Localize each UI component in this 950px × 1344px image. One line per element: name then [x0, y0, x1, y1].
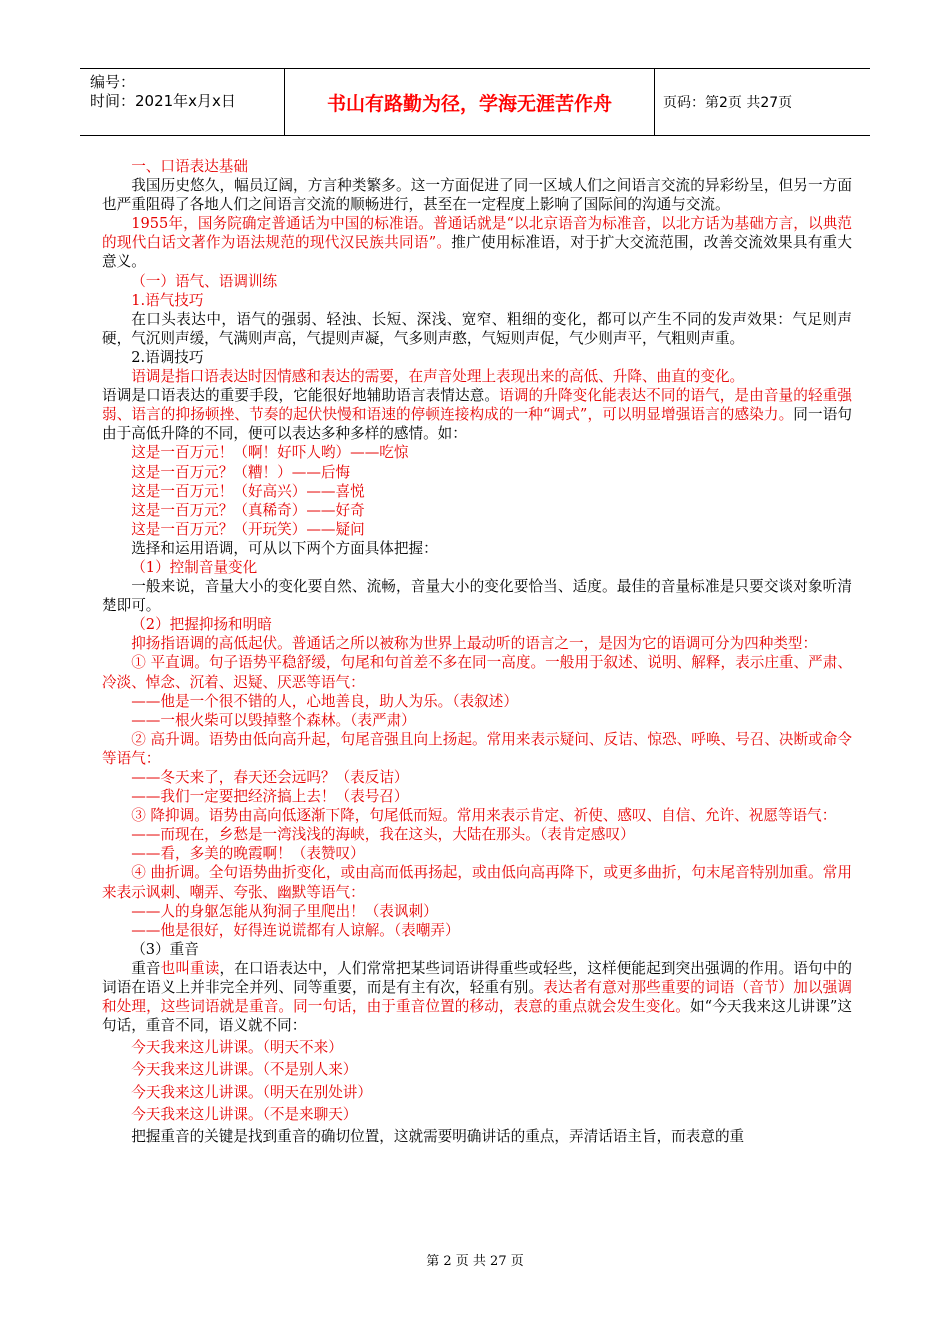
subsection-heading: （一）语气、语调训练 [131, 272, 278, 290]
stress-example: 今天我来这儿讲课。（不是别人来） [131, 1061, 358, 1079]
paragraph: 选择和运用语调，可从以下两个方面具体把握： [131, 539, 438, 557]
paragraph: 抑扬指语调的高低起伏。普通话之所以被称为世界上最动听的语言之一，是因为它的语调可分为四种类型： [131, 635, 818, 653]
example-line: 这是一百万元？（开玩笑）——疑问 [131, 520, 365, 538]
subsection-heading: 2.语调技巧 [131, 348, 204, 366]
section-heading: 一、口语表达基础 [131, 158, 248, 175]
highlight-text: 也叫重读 [160, 959, 220, 977]
header-page-label: 页码：第2页 共27页 [663, 95, 793, 111]
subsection-heading: （2）把握抑扬和明暗 [131, 616, 272, 634]
paragraph [102, 367, 852, 386]
example-line: ——我们一定要把经济搞上去！（表号召） [131, 788, 409, 806]
subsection-heading: （1）控制音量变化 [131, 558, 258, 576]
example-line: ——看，多美的晚霞啊！（表赞叹） [131, 845, 365, 863]
tone-type: ① 平直调。句子语势平稳舒缓，句尾和句首差不多在同一高度。一般用于叙述、说明、解释，表示庄重、严肃、冷淡、悼念、沉着、迟疑、厌恶等语气： [102, 654, 852, 691]
highlight-text: 表达者有意对那些重要的词语（音节）加以强调和处理，这些词语就是重音。同一句话，由于重音位置的移动，表意的重点就会发生变化。 [102, 979, 852, 1016]
paragraph-text: 如“今天我来这儿讲课”这句话，重音不同，语义就不同： [102, 998, 852, 1035]
tone-type: ② 高升调。语势由低向高升起，句尾音强且向上扬起。常用来表示疑问、反诘、惊恐、呼唤、号召、决断或命令等语气： [102, 730, 852, 767]
example-line: 这是一百万元！（好高兴）——喜悦 [131, 482, 365, 500]
document-body [102, 157, 852, 1146]
header-info-cell [80, 69, 285, 135]
paragraph-text: 推广使用标准语，对于扩大交流范围，改善交流效果具有重大意义。 [102, 234, 852, 271]
header-motto: 书山有路勤为径，学海无涯苦作舟 [285, 69, 655, 135]
example-line: ——他是很好，好得连说谎都有人谅解。（表嘲弄） [131, 921, 460, 939]
paragraph: 在口头表达中，语气的强弱、轻浊、长短、深浅、宽窄、粗细的变化，都可以产生不同的发声效果：气足则声硬，气沉则声缓，气满则声高，气提则声凝，气多则声憨，气短则声促，气少则声平，气粗则声重。 [102, 310, 852, 347]
highlight-text: 1955年，国务院确定普通话为中国的标准语。普通话就是“以北京语音为标准音，以北方话为基础方言，以典范的现代白话文著作为语法规范的现代汉民族共同语”。 [102, 215, 852, 252]
paragraph: 把握重音的关键是找到重音的确切位置，这就需要明确讲话的重点，弄清话语主旨，而表意的重 [131, 1127, 745, 1145]
paragraph-text: 语调是口语表达的重要手段，它能很好地辅助语言表情达意。 [102, 387, 500, 405]
example-line: ——一根火柴可以毁掉整个森林。（表严肃） [131, 711, 416, 729]
highlight-text: 语调的升降变化能表达不同的语气，是由音量的轻重强弱、语言的抑扬顿挫、节奏的起伏快慢和语速的停顿连接构成的一种“调式”，可以明显增强语言的感染力。 [102, 387, 852, 424]
stress-example: 今天我来这儿讲课。（明天在别处讲） [131, 1083, 372, 1101]
subsection-heading: （3）重音 [131, 940, 199, 958]
stress-example: 今天我来这儿讲课。（不是来聊天） [131, 1105, 358, 1123]
example-line: 这是一百万元？（糟！）——后悔 [131, 463, 351, 481]
paragraph [102, 386, 852, 443]
example-line: ——人的身躯怎能从狗洞子里爬出！（表讽刺） [131, 902, 438, 920]
paragraph [102, 959, 852, 1035]
footer-page-number: 第 2 页 共 27 页 [426, 1254, 524, 1269]
paragraph-text: 重音 [131, 959, 161, 977]
tone-type: ③ 降抑调。语势由高向低逐渐下降，句尾低而短。常用来表示肯定、祈使、感叹、自信、允许、祝愿等语气： [131, 807, 837, 825]
example-line: 这是一百万元！（啊！好吓人哟）——吃惊 [131, 444, 409, 462]
paragraph: 我国历史悠久，幅员辽阔，方言种类繁多。这一方面促进了同一区域人们之间语言交流的异彩纷呈，但另一方面也严重阻碍了各地人们之间语言交流的顺畅进行，甚至在一定程度上影响了国际间的沟通与交流。 [102, 177, 852, 214]
page-header [80, 68, 870, 136]
subsection-heading: 1.语气技巧 [131, 291, 204, 309]
example-line: ——他是一个很不错的人，心地善良，助人为乐。（表叙述） [131, 692, 518, 710]
date-label: 时间：2021年x月x日 [90, 92, 236, 110]
paragraph-text: 同一语句由于高低升降的不同，便可以表达多种多样的感情。如： [102, 406, 852, 443]
paragraph [102, 214, 852, 271]
example-line: ——冬天来了，春天还会远吗？（表反诘） [131, 769, 409, 786]
highlight-text: 语调是指口语表达时因情感和表达的需要，在声音处理上表现出来的高低、升降、曲直的变化。 [131, 368, 745, 386]
example-line: ——而现在，乡愁是一湾浅浅的海峡，我在这头，大陆在那头。（表肯定感叹） [131, 826, 635, 844]
serial-number-label: 编号： [90, 73, 136, 91]
example-line: 这是一百万元？（真稀奇）——好奇 [131, 501, 365, 519]
stress-example: 今天我来这儿讲课。（明天不来） [131, 1039, 343, 1057]
tone-type: ④ 曲折调。全句语势曲折变化，或由高而低再扬起，或由低向高再降下，或更多曲折，句末尾音特别加重。常用来表示讽刺、嘲弄、夸张、幽默等语气： [102, 864, 852, 901]
page-footer [0, 1250, 950, 1269]
paragraph-text: ，在口语表达中，人们常常把某些词语讲得重些或轻些，这样便能起到突出强调的作用。语句中的词语在语义上并非完全并列、同等重要，而是有主有次，轻重有别。 [102, 959, 852, 997]
paragraph: 一般来说，音量大小的变化要自然、流畅，音量大小的变化要恰当、适度。最佳的音量标准是只要交谈对象听清楚即可。 [102, 578, 852, 615]
